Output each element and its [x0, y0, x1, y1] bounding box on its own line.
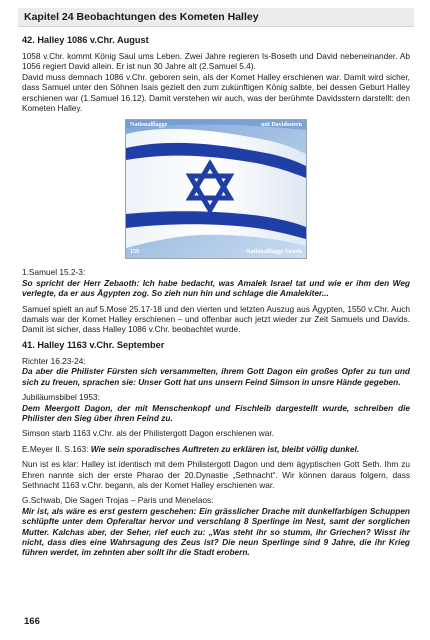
- quote-richter: Da aber die Philister Fürsten sich versammelten, ihrem Gott Dagon ein großes Opfer zu tun und sich zu freuen, sprachen sie: Unser Gott hat uns unsern Feind Simson in unsre Hände gegeben.: [22, 366, 410, 387]
- meyer-citation: [22, 444, 410, 454]
- chapter-title: Kapitel 24 Beobachtungen des Kometen Halley: [18, 8, 414, 27]
- section-heading-halley-1163: 41. Halley 1163 v.Chr. September: [22, 339, 165, 350]
- israel-flag-image: [125, 119, 307, 259]
- quote-reference-jubilaeumsbibel: Jubiläumsbibel 1953:: [22, 392, 100, 403]
- paragraph-saul: 1058 v.Chr. kommt König Saul ums Leben. Zwei Jahre regieren Is-Boseth und David nebeneinander. Ab 1056 regiert David allein. Er ist nun 30 Jahre alt (2.Samuel 5.4).: [22, 51, 410, 72]
- page-number: 166: [24, 616, 40, 627]
- quote-samuel: So spricht der Herr Zebaoth: Ich habe bedacht, was Amalek Israel tat und wie er ihm den Weg verlegte, da er aus Ägypten zog. So zieh nun hin und schlage die Amalekiter...: [22, 277, 410, 299]
- paragraph-samuel-exodus: Samuel spielt an auf 5.Mose 25.17-18 und den vierten und letzten Auszug aus Ägypten, 1550 v.Chr. Auch damals war der Komet Halley erschienen – und offenbar auch jetzt wieder zur Zeit Samuels und Davids. Damit ist sicher, dass Halley 1086 v.Chr. beobachtet wurde.: [22, 303, 410, 335]
- figure-caption-top-left: Nationalflagge: [130, 122, 168, 129]
- figure-caption-top-right: mit Davidsstern: [261, 122, 302, 129]
- section-heading-halley-1086: 42. Halley 1086 v.Chr. August: [22, 35, 149, 45]
- page-content: [22, 31, 410, 563]
- quote-reference-samuel: 1.Samuel 15.2-3:: [22, 267, 86, 278]
- paragraph-simson: Simson starb 1163 v.Chr. als der Philistergott Dagon erschienen war.: [22, 428, 274, 439]
- quote-jubilaeumsbibel: Dem Meergott Dagon, der mit Menschenkopf und Fischleib dargestellt wurde, schreiben die Philister den Sieg über ihren Feind zu.: [22, 402, 410, 423]
- quote-reference-richter: Richter 16.23-24:: [22, 355, 86, 366]
- flag-illustration: [126, 120, 306, 258]
- meyer-quote: Wie sein sporadisches Auftreten zu erklären ist, bleibt völlig dunkel.: [90, 443, 360, 454]
- paragraph-seth: Nun ist es klar: Halley ist identisch mit dem Philistergott Dagon und dem ägyptischen Gott Seth. Ihm zu Ehren nannte sich der erste Pharao der 20.Dynastie „Sethnacht“. Wir können daraus folgern, dass Sethnacht 1163 v.Chr. begann, als der Komet Halley erschienen war.: [22, 459, 410, 490]
- paragraph-david: David muss demnach 1086 v.Chr. geboren sein, als der Komet Halley erschienen war. Damit wird sicher, dass Samuel unter den Söhnen Isais gezielt den zum zukünftigen König salbte, bei dessen Geburt Halley erschienen war (1.Samuel 16.12). Damit verstehen wir auch, was der berühmte Davidsstern darstellt: den Kometen Halley.: [22, 71, 410, 114]
- figure-number: 159: [130, 249, 139, 256]
- figure-caption-bottom-right: Nationalflagge Israels: [246, 249, 302, 256]
- quote-reference-schwab: G.Schwab, Die Sagen Trojas – Paris und Menelaos:: [22, 495, 214, 506]
- quote-schwab: Mir ist, als wäre es erst gestern geschehen: Ein grässlicher Drache mit dunkelfarbigen Schuppen schlüpfte unter dem Opferaltar hervor und verschlang 8 Sperlinge im Nest, samt der sorglichen Mutter. Kalchas aber, der Seher, rief euch zu: „Was steht ihr so stumm, ihr Griechen? Wisst ihr nicht, dass dies eine Wahrsagung des Zeus ist? Die neun Sperlinge sind 9 Jahre, die ihr Krieg führen werdet, im zehnten aber sollt ihr die Stadt erobern.: [22, 505, 410, 558]
- meyer-reference: E.Meyer II. S.163:: [22, 443, 91, 454]
